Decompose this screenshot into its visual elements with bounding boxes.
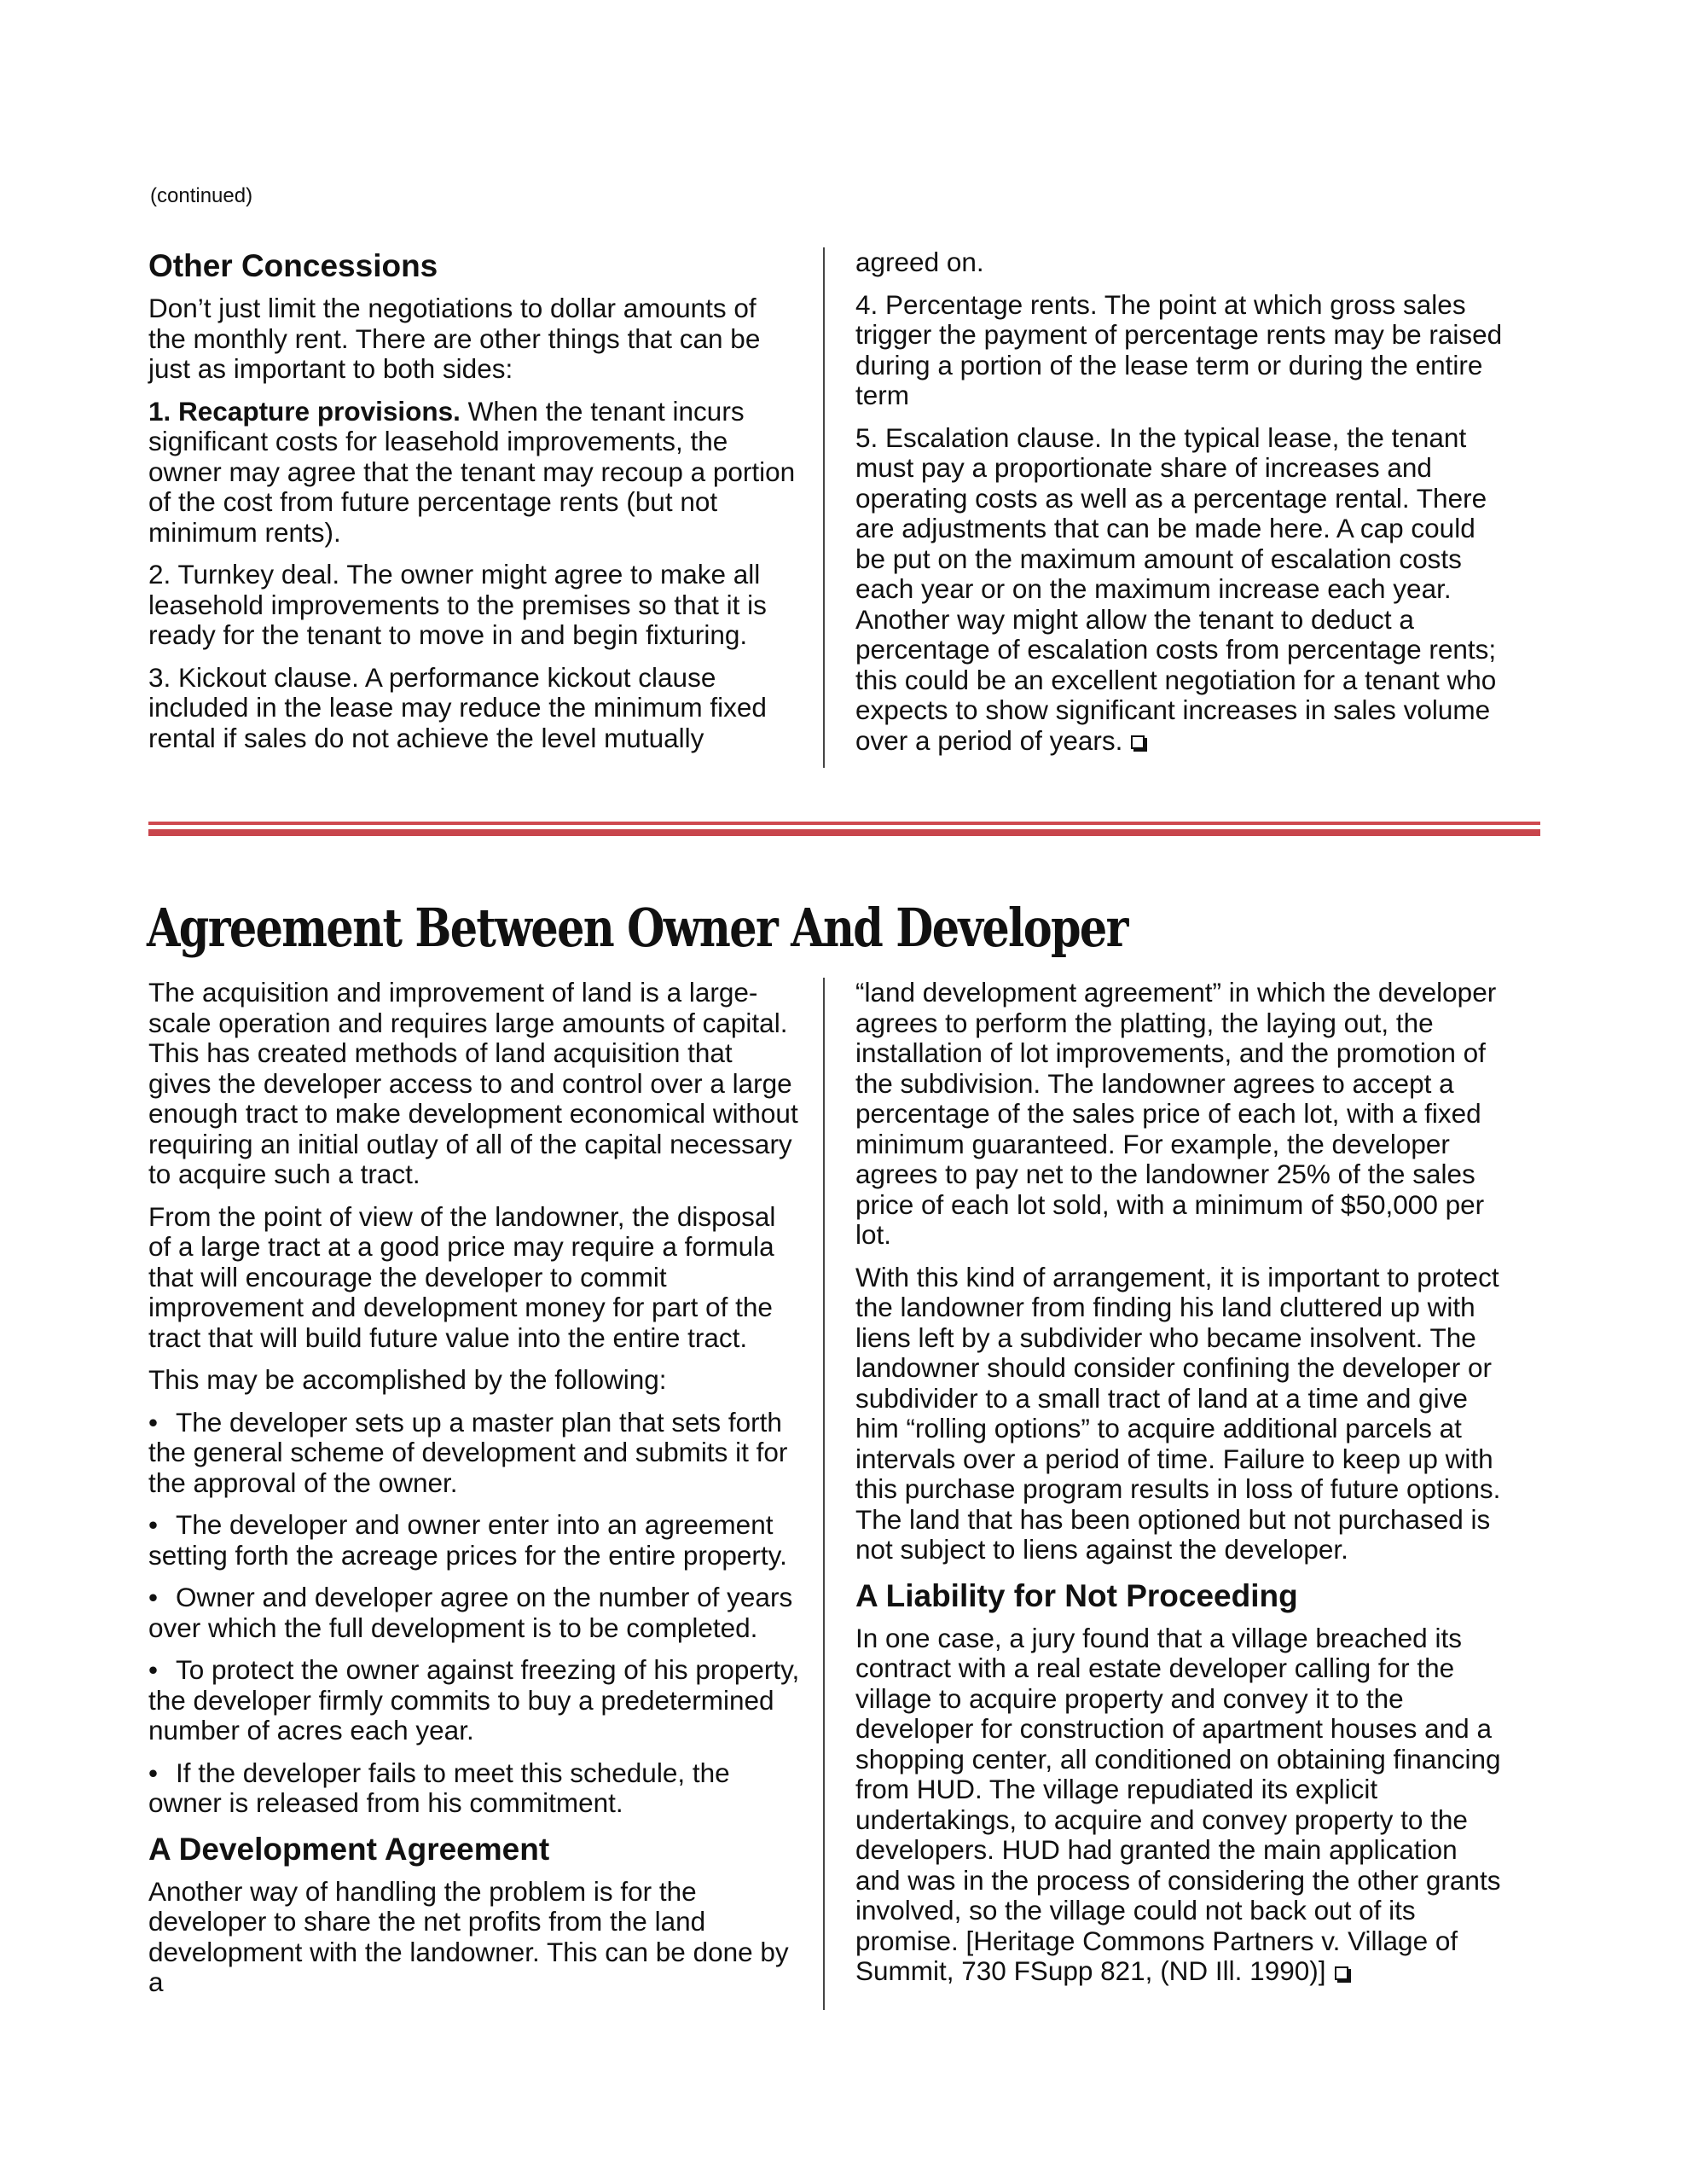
- continued-label: (continued): [150, 184, 253, 207]
- item-text: 5. Escalation clause. In the typical lease, the tenant must pay a proportionate share of increases and operating costs as well as a percentage rental. There are adjustments that can be made here. A cap could be put on the maximum amount of escalation costs each year or on the maximum increase each year. Another way might allow the tenant to deduct a percentage of escalation costs from percentage rents; this could be an excellent negotiation for a tenant who expects to show significant increases in sales volume over a period of years.: [855, 421, 1497, 756]
- concession-item: 4. Percentage rents. The point at which gross sales trigger the payment of percentage rents may be raised during a portion of the lease term or during the entire term: [855, 288, 1503, 410]
- bullet-item: • The developer and owner enter into an agreement setting forth the acreage prices for the entire property.: [148, 1509, 787, 1571]
- bullet-icon: •: [148, 1582, 159, 1612]
- paragraph: agreed on.: [855, 247, 984, 277]
- bullet-icon: •: [148, 1406, 159, 1438]
- article-body: [148, 978, 1539, 2010]
- item-lead: 1. Recapture provisions.: [148, 395, 461, 427]
- paragraph: The acquisition and improvement of land is a large-scale operation and requires large amounts of capital. This has created methods of land acquisition that gives the developer access to and control over a large enough tract to make development economical without requiring an initial outlay of all of the capital necessary to acquire such a tract.: [148, 977, 798, 1189]
- divider-rule-thick: [148, 829, 1540, 836]
- left-column: [148, 978, 823, 2010]
- concession-item: [855, 423, 1508, 757]
- paragraph: This may be accomplished by the following:: [148, 1364, 667, 1395]
- subheading: A Liability for Not Proceeding: [855, 1577, 1298, 1613]
- paragraph: “land development agreement” in which the developer agrees to perform the platting, the laying out, the installation of lot improvements, and the promotion of the subdivision. The landowner agrees to accept a percentage of the sales price of each lot, with a fixed minimum guaranteed. For example, the developer agrees to pay net to the landowner 25% of the sales price of each lot sold, with a minimum of $50,000 per lot.: [855, 977, 1497, 1250]
- article-title: Agreement Between Owner And Developer: [147, 897, 1128, 959]
- bullet-item: • To protect the owner against freezing of his property, the developer firmly commits to buy a predetermined number of acres each year.: [148, 1654, 800, 1745]
- paragraph: From the point of view of the landowner, the disposal of a large tract at a good price may require a formula that will encourage the developer to commit improvement and development money for part of the tract that will build future value into the entire tract.: [148, 1200, 776, 1353]
- right-column: [823, 247, 1508, 768]
- bullet-icon: •: [148, 1654, 159, 1685]
- divider-rule-thin: [148, 822, 1540, 825]
- other-concessions-section: [148, 247, 1539, 768]
- concession-item: [148, 397, 801, 549]
- bullet-icon: •: [148, 1757, 159, 1788]
- bullet-item: • If the developer fails to meet this schedule, the owner is released from his commitment.: [148, 1757, 730, 1818]
- concession-item: 3. Kickout clause. A performance kickout clause included in the lease may reduce the minimum fixed rental if sales do not achieve the level mutually: [148, 661, 767, 753]
- paragraph: Another way of handling the problem is for the developer to share the net profits from the land development with the landowner. This can be done by a: [148, 1875, 789, 1997]
- item-text: When the tenant incurs significant costs for leasehold improvements, the owner may agree that the tenant may recoup a portion of the cost from future percentage rents (but not minimum rents).: [148, 395, 796, 548]
- right-column: [823, 978, 1508, 2010]
- left-column: [148, 247, 823, 768]
- paragraph: With this kind of arrangement, it is important to protect the landowner from finding his land cluttered up with liens left by a subdivider who became insolvent. The landowner should consider confining the developer or subdivider to a small tract of land at a time and give him “rolling options” to acquire additional parcels at intervals over a period of time. Failure to keep up with this purchase program results in loss of future options. The land that has been optioned but not purchased is not subject to liens against the developer.: [855, 1261, 1501, 1565]
- concession-item: 2. Turnkey deal. The owner might agree to make all leasehold improvements to the premises so that it is ready for the tenant to move in and begin fixturing.: [148, 559, 767, 650]
- bullet-icon: •: [148, 1509, 159, 1540]
- end-of-article-box-icon: [1131, 735, 1145, 749]
- bullet-item: • The developer sets up a master plan that sets forth the general scheme of development and submits it for the approval of the owner.: [148, 1406, 788, 1498]
- bullet-item: • Owner and developer agree on the number of years over which the full development is to be completed.: [148, 1582, 793, 1643]
- intro-paragraph: Don’t just limit the negotiations to dollar amounts of the monthly rent. There are other things that can be just as important to both sides:: [148, 293, 761, 384]
- end-of-article-box-icon: [1335, 1966, 1348, 1980]
- subheading: A Development Agreement: [148, 1831, 550, 1867]
- paragraph: In one case, a jury found that a village breached its contract with a real estate developer calling for the village to acquire property and convey it to the developer for construction of apartment houses and a shopping center, all conditioned on obtaining financing from HUD. The village repudiated its explicit undertakings, to acquire and convey property to the developers. HUD had granted the main application and was in the process of considering the other grants involved, so the village could not back out of its promise. [Heritage Commons Partners v. Village of Summit, 730 FSupp 821, (ND Ill. 1990)]: [855, 1622, 1501, 1986]
- section-heading: Other Concessions: [148, 248, 438, 283]
